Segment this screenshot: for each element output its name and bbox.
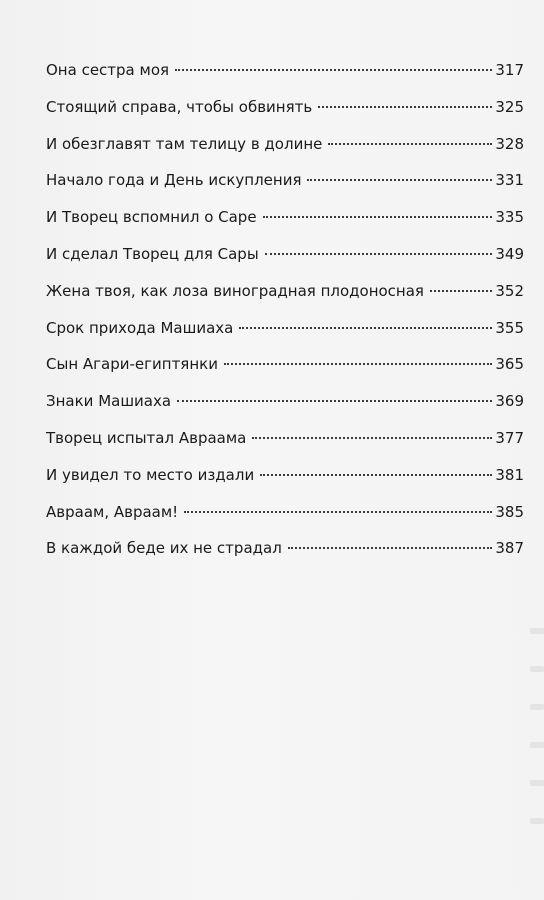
toc-entry-title: Она сестра моя (46, 61, 170, 79)
toc-entry (46, 97, 524, 134)
dot-leader (328, 143, 492, 145)
toc-entry (46, 244, 524, 281)
toc-entry (46, 281, 524, 318)
toc-entry (46, 391, 524, 428)
dot-leader (184, 511, 492, 513)
toc-entry (46, 170, 524, 207)
toc-entry-page: 387 (495, 539, 524, 558)
toc-entry-title: Начало года и День искупления (46, 171, 302, 190)
toc-entry-title: Стоящий справа, чтобы обвинять (46, 97, 313, 116)
dot-leader (263, 216, 493, 218)
toc-entry-page: 349 (495, 244, 524, 263)
dot-leader (224, 363, 492, 365)
dot-leader (307, 179, 492, 181)
toc-entry (46, 538, 524, 575)
toc-entry-page: 365 (495, 355, 524, 374)
toc-entry (46, 502, 524, 539)
toc-entry (46, 318, 524, 355)
show-through-mark (530, 704, 544, 710)
toc-entry-page: 385 (495, 502, 524, 521)
toc-entry (46, 207, 524, 244)
toc-entry (46, 465, 524, 502)
toc-entry-page: 335 (495, 208, 524, 227)
show-through-mark (530, 628, 544, 634)
toc-entry-title: Срок прихода Машиаха (46, 318, 234, 337)
toc-entry-page: 377 (495, 428, 524, 447)
toc-entry-page: 381 (495, 465, 524, 484)
toc-entry (46, 354, 524, 391)
toc-entry-page: 352 (495, 281, 524, 300)
toc-entry-title: Жена твоя, как лоза виноградная плодоносная (46, 281, 424, 300)
toc-entry-title: В каждой беде их не страдал (46, 539, 282, 558)
toc-entry-page: 355 (495, 318, 524, 337)
dot-leader (252, 437, 492, 439)
show-through-mark (530, 818, 544, 824)
toc-entry (46, 60, 524, 97)
show-through-mark (530, 742, 544, 748)
dot-leader (239, 327, 492, 329)
dot-leader (430, 290, 492, 292)
toc-entry-page: 369 (495, 392, 524, 411)
show-through-mark (530, 780, 544, 786)
dot-leader (265, 253, 493, 255)
table-of-contents (46, 60, 524, 575)
dot-leader (318, 106, 492, 108)
show-through-mark (530, 666, 544, 672)
dot-leader (175, 69, 492, 71)
dot-leader (260, 474, 492, 476)
toc-entry-title: Сын Агари-египтянки (46, 355, 218, 374)
toc-entry-title: И увидел то место издали (46, 465, 255, 484)
toc-entry-page: 331 (495, 171, 524, 190)
toc-entry-title: И Творец вспомнил о Саре (46, 208, 257, 227)
toc-entry-title: Знаки Машиаха (46, 392, 172, 411)
toc-entry-page: 317 (495, 61, 524, 79)
dot-leader (177, 400, 492, 402)
toc-entry-title: И сделал Творец для Сары (46, 244, 259, 263)
toc-entry-page: 328 (495, 134, 524, 153)
toc-entry-title: И обезглавят там телицу в долине (46, 134, 323, 153)
toc-entry (46, 428, 524, 465)
toc-entry-title: Творец испытал Авраама (46, 428, 247, 447)
toc-entry-page: 325 (495, 97, 524, 116)
toc-entry (46, 134, 524, 171)
dot-leader (288, 547, 493, 549)
toc-entry-title: Авраам, Авраам! (46, 502, 179, 521)
